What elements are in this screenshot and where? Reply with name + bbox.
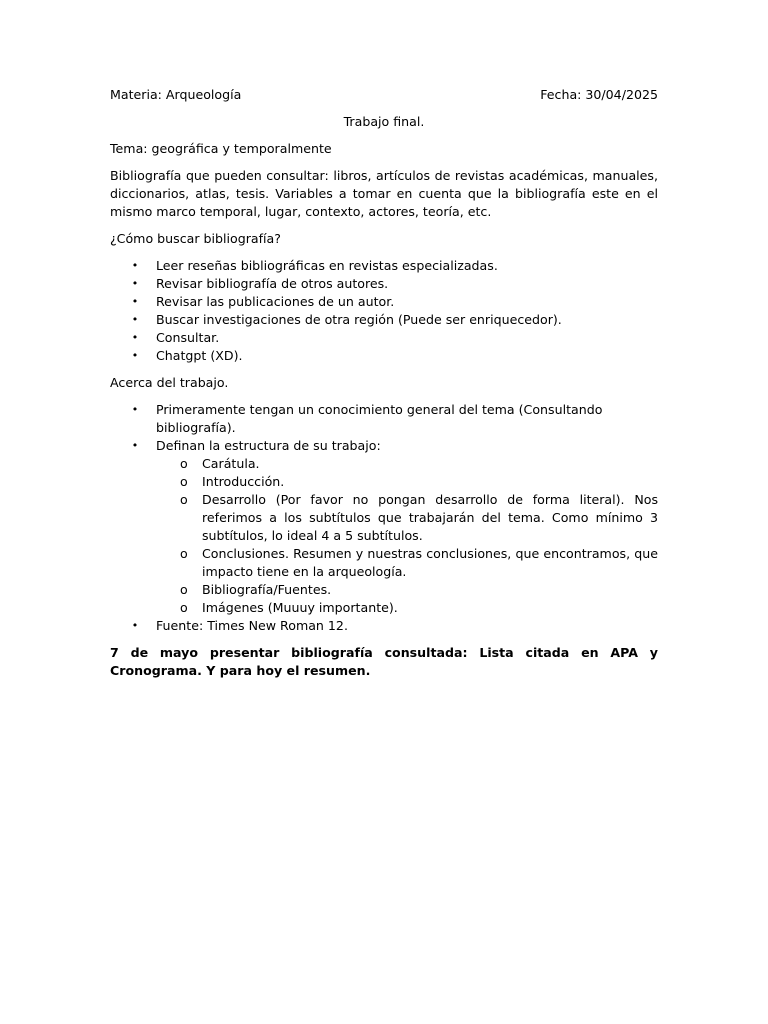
circle-bullet-icon: o [180,474,188,489]
document-header [110,86,658,104]
sub-list-item: o Bibliografía/Fuentes. [180,582,332,597]
bullet-icon: • [131,295,139,308]
list-item: • Fuente: Times New Roman 12. [131,618,348,633]
circle-bullet-icon: o [180,600,188,615]
document-title: Trabajo final. [343,114,425,129]
bullet-icon: • [131,619,139,632]
list-item: • Definan la estructura de su trabajo: o Carátula. o Introducción. o Desarrollo (Por favor no pongan desarrollo de forma literal). Nos referimos a los subtítulos que trabajarán del tema. Como mínimo 3 subtítulos, lo ideal 4 a 5 subtítulos. o Conclusiones. Resumen y nuestras conclusiones, que encontramos, que impacto tiene en la arqueología. o Bibliografía/Fuentes. o Imágenes (Muuuy importante). [131,438,658,615]
circle-bullet-icon: o [180,456,188,471]
structure-list [156,455,658,617]
bibliography-paragraph: Bibliografía que pueden consultar: libros, artículos de revistas académicas, manuales, diccionarios, atlas, tesis. Variables a tomar en cuenta que la bibliografía este en el mismo marco temporal, lugar, contexto, actores, teoría, etc. [110,168,658,219]
subject-label: Materia: Arqueología [110,87,242,102]
sub-list-item: o Conclusiones. Resumen y nuestras conclusiones, que encontramos, que impacto tiene en la arqueología. [180,546,658,579]
list-item: • Buscar investigaciones de otra región (Puede ser enriquecedor). [131,312,562,327]
list-item: • Revisar las publicaciones de un autor. [131,294,395,309]
about-list [110,401,658,635]
sub-list-item: o Introducción. [180,474,285,489]
bullet-icon: • [131,313,139,326]
bullet-icon: • [131,403,139,416]
bullet-icon: • [131,439,139,452]
sub-list-item: o Imágenes (Muuuy importante). [180,600,398,615]
bullet-icon: • [131,259,139,272]
list-item: • Primeramente tengan un conocimiento general del tema (Consultando bibliografía). [131,402,603,435]
document-page [110,86,658,680]
bullet-icon: • [131,349,139,362]
search-heading: ¿Cómo buscar bibliografía? [110,231,281,246]
about-heading: Acerca del trabajo. [110,375,229,390]
search-list [110,257,658,365]
sub-list-item: o Carátula. [180,456,260,471]
deadline-note: 7 de mayo presentar bibliografía consultada: Lista citada en APA y Cronograma. Y para hoy el resumen. [110,645,658,678]
list-item: • Revisar bibliografía de otros autores. [131,276,389,291]
topic-line: Tema: geográfica y temporalmente [110,141,332,156]
circle-bullet-icon: o [180,492,188,507]
bullet-icon: • [131,331,139,344]
circle-bullet-icon: o [180,546,188,561]
bullet-icon: • [131,277,139,290]
list-item: • Chatgpt (XD). [131,348,243,363]
list-item: • Leer reseñas bibliográficas en revistas especializadas. [131,258,498,273]
circle-bullet-icon: o [180,582,188,597]
sub-list-item: o Desarrollo (Por favor no pongan desarrollo de forma literal). Nos referimos a los subtítulos que trabajarán del tema. Como mínimo 3 subtítulos, lo ideal 4 a 5 subtítulos. [180,492,658,543]
date-label: Fecha: 30/04/2025 [540,87,658,102]
list-item: • Consultar. [131,330,220,345]
